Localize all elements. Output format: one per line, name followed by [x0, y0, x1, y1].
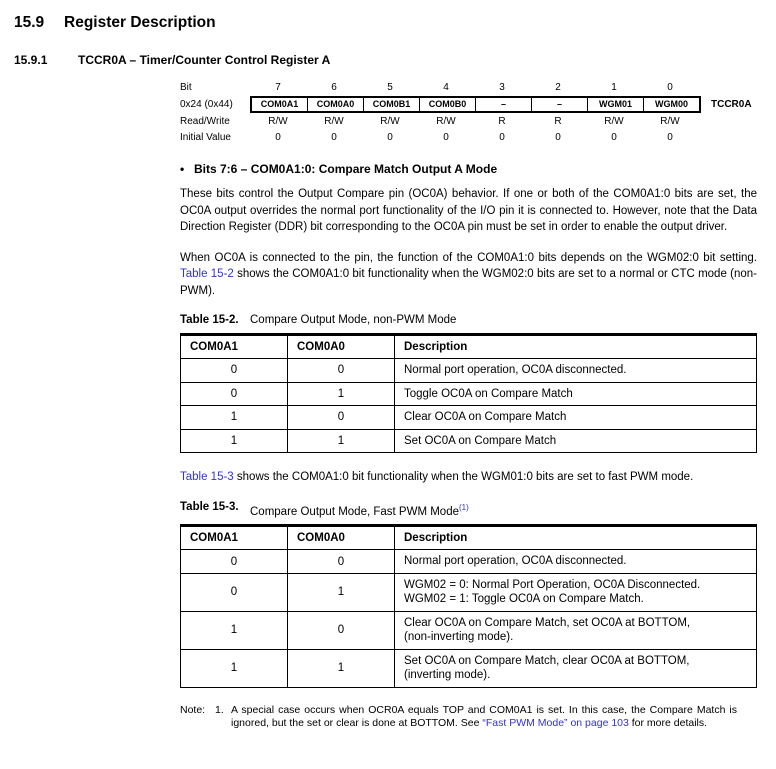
com0a0-value: 0: [288, 359, 395, 383]
initial-value-4: 0: [443, 131, 449, 143]
table-15-2-caption: [180, 313, 757, 328]
com0a1-value: 0: [181, 382, 288, 406]
description-line-2: (inverting mode).: [404, 669, 491, 682]
register-field-com0a0: COM0A0: [308, 98, 364, 111]
register-field-com0a1: COM0A1: [252, 98, 308, 111]
column-header-description: Description: [395, 335, 757, 359]
note-text: [231, 704, 737, 731]
initial-value-6: 0: [331, 131, 337, 143]
table-header-row: [181, 335, 757, 359]
column-header-description: Description: [395, 526, 757, 550]
bit-number-4: 4: [443, 81, 449, 93]
table-15-3-link[interactable]: Table 15-3: [180, 471, 234, 483]
description-value: Set OC0A on Compare Match: [395, 429, 757, 453]
description-value: [395, 573, 757, 611]
initial-value-label: Initial Value: [180, 131, 231, 143]
paragraph-text-after-link: shows the COM0A1:0 bit functionality when the WGM02:0 bits are set to a normal or CTC mode (non-PWM).: [180, 268, 757, 297]
com0a1-value: 0: [181, 359, 288, 383]
register-name: TCCR0A: [711, 98, 752, 110]
com0a0-value: 1: [288, 573, 395, 611]
bit-number-6: 6: [331, 81, 337, 93]
column-header-com0a0: COM0A0: [288, 335, 395, 359]
read-write-4: R/W: [436, 115, 456, 127]
bit-number-5: 5: [387, 81, 393, 93]
column-header-com0a1: COM0A1: [181, 526, 288, 550]
table-row: [181, 406, 757, 430]
com0a0-value: 1: [288, 382, 395, 406]
read-write-label: Read/Write: [180, 115, 230, 127]
bit-number-1: 1: [611, 81, 617, 93]
section-title: Register Description: [64, 14, 216, 31]
com0a0-value: 0: [288, 406, 395, 430]
register-diagram: [180, 79, 757, 145]
com0a1-value: 1: [181, 429, 288, 453]
description-value: Normal port operation, OC0A disconnected.: [395, 359, 757, 383]
footnote-1-reference[interactable]: (1): [459, 502, 469, 512]
read-write-5: R/W: [380, 115, 400, 127]
register-field-row: [180, 95, 757, 113]
register-initial-value-row: [180, 129, 757, 145]
description-value: Normal port operation, OC0A disconnected.: [395, 550, 757, 574]
description-line-1: Clear OC0A on Compare Match, set OC0A at BOTTOM,: [404, 616, 691, 629]
com0a1-value: 0: [181, 550, 288, 574]
column-header-com0a0: COM0A0: [288, 526, 395, 550]
com0a1-value: 1: [181, 406, 288, 430]
description-value: Clear OC0A on Compare Match: [395, 406, 757, 430]
initial-value-5: 0: [387, 131, 393, 143]
com0a0-value: 0: [288, 611, 395, 649]
description-line-1: Set OC0A on Compare Match, clear OC0A at BOTTOM,: [404, 654, 690, 667]
paragraph-text-after-link: shows the COM0A1:0 bit functionality when the WGM01:0 bits are set to fast PWM mode.: [233, 471, 694, 483]
description-value: [395, 649, 757, 687]
initial-value-0: 0: [667, 131, 673, 143]
table-15-2-label: Table 15-2.: [180, 314, 239, 326]
initial-value-1: 0: [611, 131, 617, 143]
bullet-icon: •: [180, 162, 185, 176]
subsection-title: TCCR0A – Timer/Counter Control Register A: [78, 53, 331, 67]
com0a1-value: 1: [181, 649, 288, 687]
initial-value-2: 0: [555, 131, 561, 143]
register-field-com0b1: COM0B1: [364, 98, 420, 111]
register-field-reserved-3: –: [476, 98, 532, 111]
read-write-2: R: [554, 115, 562, 127]
table-header-row: [181, 526, 757, 550]
note-label: Note:: [180, 703, 206, 716]
read-write-7: R/W: [268, 115, 288, 127]
register-field-reserved-2: –: [532, 98, 588, 111]
table-15-2-link[interactable]: Table 15-2: [180, 268, 234, 280]
com0a0-value: 1: [288, 649, 395, 687]
table-row: [181, 382, 757, 406]
com0a1-value: 0: [181, 573, 288, 611]
section-number: 15.9: [14, 14, 45, 31]
bit-number-2: 2: [555, 81, 561, 93]
register-address: 0x24 (0x44): [180, 98, 233, 110]
register-read-write-row: [180, 113, 757, 129]
paragraph-fast-pwm-reference: [180, 469, 757, 486]
register-box: [250, 96, 701, 113]
table-15-2: [180, 333, 757, 453]
table-15-3-caption: [180, 500, 757, 520]
initial-value-3: 0: [499, 131, 505, 143]
description-line-1: WGM02 = 0: Normal Port Operation, OC0A Disconnected.: [404, 578, 701, 591]
note-text-before-link: A special case occurs when OCR0A equals TOP and COM0A1 is set. In this case, the Compare Match is ignored, but the set or clear is done at BOTTOM. See: [231, 703, 737, 730]
description-value: [395, 611, 757, 649]
com0a1-value: 1: [181, 611, 288, 649]
bits-7-6-heading: [180, 162, 757, 177]
register-field-wgm01: WGM01: [588, 98, 644, 111]
bit-number-7: 7: [275, 81, 281, 93]
fast-pwm-mode-page-link[interactable]: “Fast PWM Mode” on page 103: [482, 717, 629, 730]
register-field-com0b0: COM0B0: [420, 98, 476, 111]
description-line-2: WGM02 = 1: Toggle OC0A on Compare Match.: [404, 593, 644, 606]
com0a0-value: 1: [288, 429, 395, 453]
read-write-6: R/W: [324, 115, 344, 127]
read-write-0: R/W: [660, 115, 680, 127]
content-column: [180, 79, 757, 731]
table-row: [181, 573, 757, 611]
table-row: [181, 611, 757, 649]
bit-number-0: 0: [667, 81, 673, 93]
table-row: [181, 550, 757, 574]
register-field-wgm00: WGM00: [654, 98, 688, 109]
bit-number-3: 3: [499, 81, 505, 93]
bits-7-6-heading-text: Bits 7:6 – COM0A1:0: Compare Match Output A Mode: [194, 162, 498, 176]
paragraph-com0a-behavior: These bits control the Output Compare pin (OC0A) behavior. If one or both of the COM0A1:0 bits are set, the OC0A output overrides the normal port functionality of the I/O pin it is connected to. However, note that the Data Direction Register (DDR) bit corresponding to the OC0A pin must be set in order to enable the output driver.: [180, 188, 757, 233]
note-text-after-link: for more details.: [628, 717, 708, 730]
initial-value-7: 0: [275, 131, 281, 143]
section-heading: [14, 14, 776, 32]
read-write-3: R: [498, 115, 506, 127]
table-row: [181, 649, 757, 687]
table-15-3-label: Table 15-3.: [180, 500, 239, 513]
table-15-3-title: [250, 500, 469, 520]
table-15-3: [180, 524, 757, 688]
note-number: 1.: [215, 703, 224, 716]
table-15-3-title-text: Compare Output Mode, Fast PWM Mode: [250, 505, 459, 518]
description-line-2: (non-inverting mode).: [404, 631, 514, 644]
table-15-2-title: Compare Output Mode, non-PWM Mode: [250, 314, 457, 326]
read-write-1: R/W: [604, 115, 624, 127]
com0a0-value: 0: [288, 550, 395, 574]
table-row: [181, 429, 757, 453]
register-bit-number-row: [180, 79, 757, 95]
subsection-heading: [14, 53, 776, 67]
description-value: Toggle OC0A on Compare Match: [395, 382, 757, 406]
paragraph-wgm-setting: [180, 250, 757, 300]
column-header-com0a1: COM0A1: [181, 335, 288, 359]
subsection-number: 15.9.1: [14, 53, 48, 67]
footnote-1: [180, 704, 757, 731]
register-bit-row-label: Bit: [180, 81, 192, 93]
paragraph-text-before-link: When OC0A is connected to the pin, the function of the COM0A1:0 bits depends on the WGM02:0 bit setting.: [180, 251, 757, 264]
table-row: [181, 359, 757, 383]
